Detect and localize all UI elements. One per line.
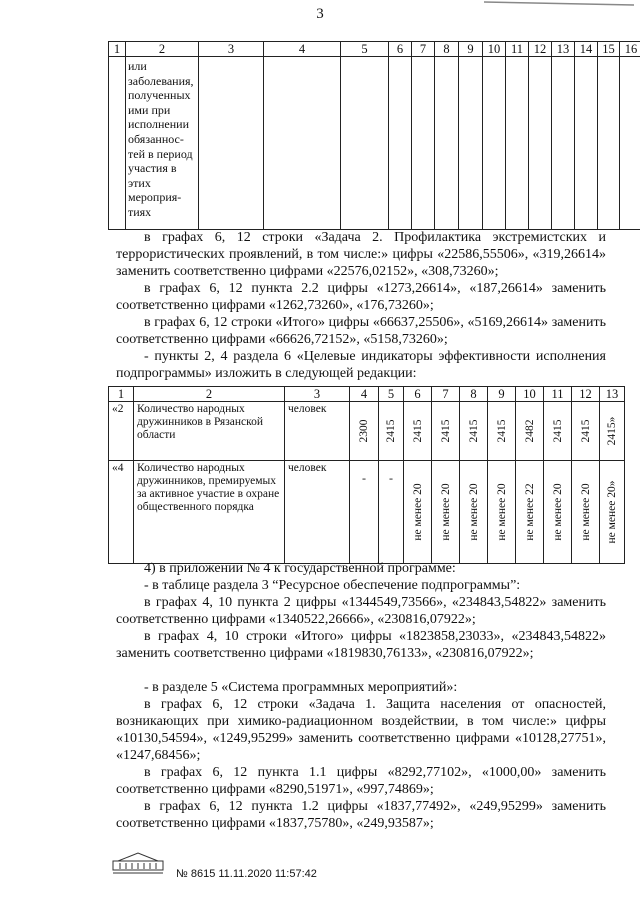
value-cell: - — [379, 461, 404, 564]
col-header: 7 — [412, 42, 435, 57]
paragraph: в графах 4, 10 строки «Итого» цифры «1823858,23033», «234843,54822» заменить соответственно цифрами «1819830,76133», «230816,07922»; — [116, 629, 606, 661]
indicator-name: Количество народных дружинников в Рязанской области — [134, 402, 285, 461]
col-header: 6 — [404, 387, 432, 402]
col-header: 12 — [529, 42, 552, 57]
government-building-stamp — [112, 851, 164, 875]
value-cell: 2415 — [439, 419, 452, 443]
unit: человек — [285, 461, 350, 564]
value-cell: 2415 — [411, 419, 424, 443]
paragraph: - в разделе 5 «Система программных мероприятий»: — [144, 680, 458, 695]
value-cell: 2415 — [495, 419, 508, 443]
col-header: 16 — [620, 42, 640, 57]
paragraph: в графах 4, 10 пункта 2 цифры «1344549,73566», «234843,54822» заменить соответственно цифрами «1340522,26666», «230816,07922»; — [116, 595, 606, 627]
value-cell: не менее 20 — [579, 483, 592, 541]
paragraph: в графах 6, 12 строки «Задача 1. Защита населения от опасностей, возникающих при химико-радиационном воздействии, в том числе:» цифры «10130,54594», «1249,95299» заменить соответственно цифрами «10128,27751», «1247,68456»; — [116, 697, 606, 763]
value-cell: не менее 20 — [551, 483, 564, 541]
paragraph: 4) в приложении № 4 к государственной программе: — [144, 561, 456, 576]
col-header: 11 — [506, 42, 529, 57]
value-cell: 2415 — [579, 419, 592, 443]
value-cell: не менее 20» — [606, 480, 618, 544]
col-header: 2 — [134, 387, 285, 402]
col-header: 2 — [126, 42, 199, 57]
value-cell: не менее 20 — [439, 483, 452, 541]
col-header: 3 — [199, 42, 264, 57]
col-header: 14 — [575, 42, 598, 57]
col-header: 13 — [552, 42, 575, 57]
col-header: 3 — [285, 387, 350, 402]
col-header: 12 — [572, 387, 600, 402]
paragraph: в графах 6, 12 пункта 1.2 цифры «1837,77492», «249,95299» заменить соответственно цифрами «1837,75780», «249,93587»; — [116, 799, 606, 831]
table-header-row — [109, 387, 625, 402]
col-header: 5 — [379, 387, 404, 402]
table-row — [109, 57, 640, 230]
value-cell: 2482 — [523, 419, 536, 443]
value-cell: 2415 — [467, 419, 480, 443]
value-cell: не менее 20 — [495, 483, 508, 541]
registration-number: № 8615 11.11.2020 11:57:42 — [176, 868, 317, 880]
value-cell: не менее 22 — [523, 483, 536, 541]
indicators-table — [108, 386, 625, 564]
col-header: 10 — [516, 387, 544, 402]
col-header: 5 — [341, 42, 389, 57]
col-header: 9 — [488, 387, 516, 402]
paragraph: - в таблице раздела 3 “Ресурсное обеспечение подпрограммы”: — [144, 578, 521, 593]
col-header: 8 — [435, 42, 459, 57]
paragraph: в графах 6, 12 пункта 2.2 цифры «1273,26614», «187,26614» заменить соответственно цифрами «1262,73260», «176,73260»; — [116, 281, 606, 313]
col-header: 9 — [459, 42, 483, 57]
col-header: 11 — [544, 387, 572, 402]
col-header: 15 — [598, 42, 620, 57]
value-cell: - — [350, 461, 379, 564]
scan-edge-mark — [484, 0, 634, 6]
table-continuation — [108, 41, 640, 230]
indicator-name: Количество народных дружинников, премируемых за активное участие в охране общественного порядка — [134, 461, 285, 564]
row-number: «4 — [109, 461, 134, 564]
value-cell: 2415 — [551, 419, 564, 443]
col-header: 7 — [432, 387, 460, 402]
col-header: 13 — [600, 387, 625, 402]
table-row — [109, 461, 625, 564]
col-header: 10 — [483, 42, 506, 57]
col-header: 4 — [350, 387, 379, 402]
row-number: «2 — [109, 402, 134, 461]
value-cell: 2415» — [606, 416, 618, 446]
paragraph: в графах 6, 12 строки «Итого» цифры «66637,25506», «5169,26614» заменить соответственно цифрами «66626,72152», «5158,73260»; — [116, 315, 606, 347]
paragraph: в графах 6, 12 пункта 1.1 цифры «8292,77102», «1000,00» заменить соответственно цифрами «8290,51971», «997,74869»; — [116, 765, 606, 797]
paragraph: в графах 6, 12 строки «Задача 2. Профилактика экстремистских и террористических проявлений, в том числе:» цифры «22586,55506», «319,26614» заменить соответственно цифрами «22576,02152», «308,73260»; — [116, 230, 606, 279]
col-header: 4 — [264, 42, 341, 57]
table-header-row — [109, 42, 640, 57]
value-cell: 2300 — [358, 419, 370, 443]
table-cell-text: или заболевания, полученных ими при исполнении обязаннос-тей в период участия в этих мероприя-тиях — [126, 57, 199, 230]
table-row — [109, 402, 625, 461]
value-cell: 2415 — [385, 419, 397, 443]
page-number: 3 — [316, 6, 324, 22]
paragraph: - пункты 2, 4 раздела 6 «Целевые индикаторы эффективности исполнения подпрограммы» изложить в следующей редакции: — [116, 349, 606, 381]
col-header: 8 — [460, 387, 488, 402]
value-cell: не менее 20 — [411, 483, 424, 541]
value-cell: не менее 20 — [467, 483, 480, 541]
col-header: 1 — [109, 42, 126, 57]
col-header: 1 — [109, 387, 134, 402]
unit: человек — [285, 402, 350, 461]
col-header: 6 — [389, 42, 412, 57]
